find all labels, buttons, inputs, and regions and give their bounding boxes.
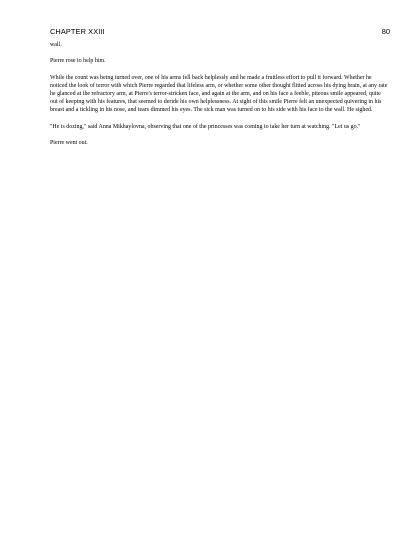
body-text [50, 41, 388, 155]
paragraph-continuation: wall. [50, 42, 62, 48]
paragraph: While the count was being turned over, one of his arms fell back helplessly and he made a fruitless effort to pull it forward. Whether he noticed the look of terror with which Pierre regarded that lifeless arm, or whether some other thought flitted across his dying brain, at any rate he glanced at the refractory arm, at Pierre's terror-stricken face, and again at the arm, and on his face a feeble, piteous smile appeared, quite out of keeping with his features, that seemed to deride his own helplessness. At sight of this smile Pierre felt an unexpected quivering in his breast and a tickling in his nose, and tears dimmed his eyes. The sick man was turned on to his side with his face to the wall. He sighed. [50, 74, 388, 114]
paragraph: "He is dozing," said Anna Mikhaylovna, observing that one of the princesses was coming to take her turn at watching. "Let us go." [50, 123, 361, 130]
paragraph: Pierre went out. [50, 139, 88, 146]
paragraph: Pierre rose to help him. [50, 58, 106, 65]
page-number: 80 [381, 27, 390, 36]
chapter-title: CHAPTER XXIII [50, 27, 105, 36]
running-header [50, 27, 390, 39]
